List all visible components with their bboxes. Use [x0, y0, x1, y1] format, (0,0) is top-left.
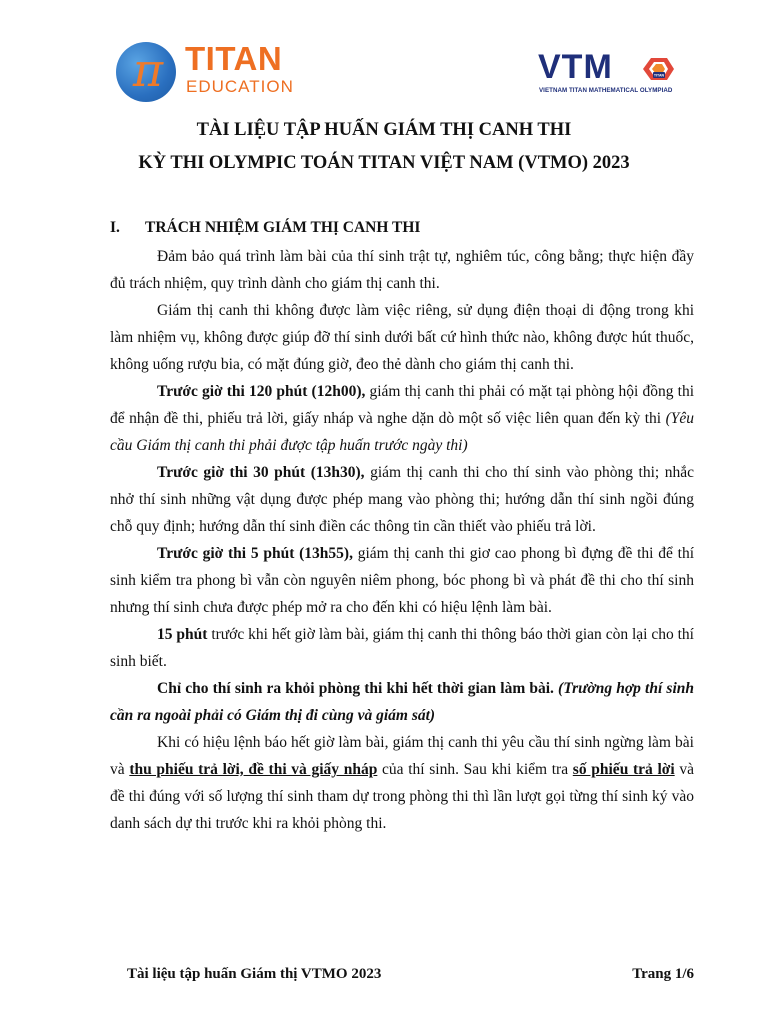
document-title-line2: KỲ THI OLYMPIC TOÁN TITAN VIỆT NAM (VTMO) 2023 — [138, 153, 630, 173]
paragraph-1: Đảm bảo quá trình làm bài của thí sinh trật tự, nghiêm túc, công bằng; thực hiện đầy đủ trách nhiệm, quy trình dành cho giám thị canh thi. — [110, 248, 694, 292]
footer-page-number: Trang 1/6 — [632, 966, 694, 982]
pi-symbol: π — [132, 43, 164, 97]
time-5-label: Trước giờ thi 5 phút (13h55), — [157, 545, 353, 562]
paragraph-7-note: (Trường hợp thí sinh cần ra ngoài phải có Giám thị đi cùng và giám sát) — [110, 680, 694, 724]
paragraph-2: Giám thị canh thi không được làm việc riêng, sử dụng điện thoại di động trong khi làm nhiệm vụ, không được giúp đỡ thí sinh dưới bất cứ hình thức nào, không được hút thuốc, không uống rượu bia, có mặt đúng giờ, đeo thẻ dành cho giám thị canh thi. — [110, 302, 694, 373]
paragraph-4 — [110, 459, 694, 540]
time-120-label: Trước giờ thi 120 phút (12h00), — [157, 383, 366, 400]
logo-subname: EDUCATION — [186, 77, 294, 96]
titan-education-logo — [116, 42, 306, 104]
logo-name: TITAN — [185, 40, 283, 77]
paragraph-7 — [110, 675, 694, 729]
paragraph-8-text-b: của thí sinh. Sau khi kiểm tra — [377, 761, 573, 778]
paragraph-5-text: giám thị canh thi giơ cao phong bì đựng đề thi để thí sinh kiểm tra phong bì vẫn còn nguyên niêm phong, bóc phong bì và phát đề thi cho thí sinh nhưng thí sinh chưa được phép mở ra cho đến khi có hiệu lệnh làm bài. — [110, 545, 694, 616]
section-body — [110, 243, 694, 837]
paragraph-8-text-a: Khi có hiệu lệnh báo hết giờ làm bài, giám thị canh thi yêu cầu thí sinh ngừng làm bài và — [110, 734, 694, 778]
time-30-label: Trước giờ thi 30 phút (13h30), — [157, 464, 365, 481]
document-title-line1: TÀI LIỆU TẬP HUẤN GIÁM THỊ CANH THI — [196, 120, 572, 140]
vtmo-badge-text: TITAN — [653, 73, 665, 78]
vtmo-logo — [538, 48, 680, 98]
paragraph-3 — [110, 378, 694, 459]
paragraph-6-text: trước khi hết giờ làm bài, giám thị canh thi thông báo thời gian còn lại cho thí sinh biết. — [110, 626, 694, 670]
paragraph-7-rule: Chỉ cho thí sinh ra khỏi phòng thi khi hết thời gian làm bài. — [157, 680, 554, 697]
paragraph-3-note: (Yêu cầu Giám thị canh thi phải được tập huấn trước ngày thi) — [110, 410, 694, 454]
paragraph-8-text-c: và đề thi đúng với số lượng thí sinh tham dự trong phòng thi thì lần lượt gọi từng thí sinh ký vào danh sách dự thi trước khi ra khỏi phòng thi. — [110, 761, 694, 832]
vtmo-o-mark-icon — [641, 56, 675, 82]
paragraph-8-emphasis-1: thu phiếu trả lời, đề thi và giấy nháp — [129, 761, 378, 778]
paragraph-5 — [110, 540, 694, 621]
vtmo-logo-subtitle: VIETNAM TITAN MATHEMATICAL OLYMPIAD — [539, 87, 673, 94]
paragraph-8-emphasis-2: số phiếu trả lời — [572, 761, 675, 778]
paragraph-8 — [110, 729, 694, 837]
paragraph-3-text: giám thị canh thi phải có mặt tại phòng hội đồng thi để nhận đề thi, phiếu trả lời, giấy nháp và nghe dặn dò một số việc liên quan đến kỳ thi — [110, 383, 694, 427]
section-heading — [110, 219, 420, 237]
vtmo-logo-text: VTM — [538, 48, 613, 86]
paragraph-4-text: giám thị canh thi cho thí sinh vào phòng thi; nhắc nhở thí sinh những vật dụng được phép mang vào phòng thi; hướng dẫn thí sinh ngồi đúng chỗ quy định; hướng dẫn thí sinh điền các thông tin cần thiết vào phiếu trả lời. — [110, 464, 694, 535]
section-number: I. — [110, 219, 120, 236]
section-heading-text: TRÁCH NHIỆM GIÁM THỊ CANH THI — [145, 219, 421, 236]
paragraph-6 — [110, 621, 694, 675]
time-15-label: 15 phút — [157, 626, 208, 643]
footer-document-name: Tài liệu tập huấn Giám thị VTMO 2023 — [127, 966, 382, 982]
